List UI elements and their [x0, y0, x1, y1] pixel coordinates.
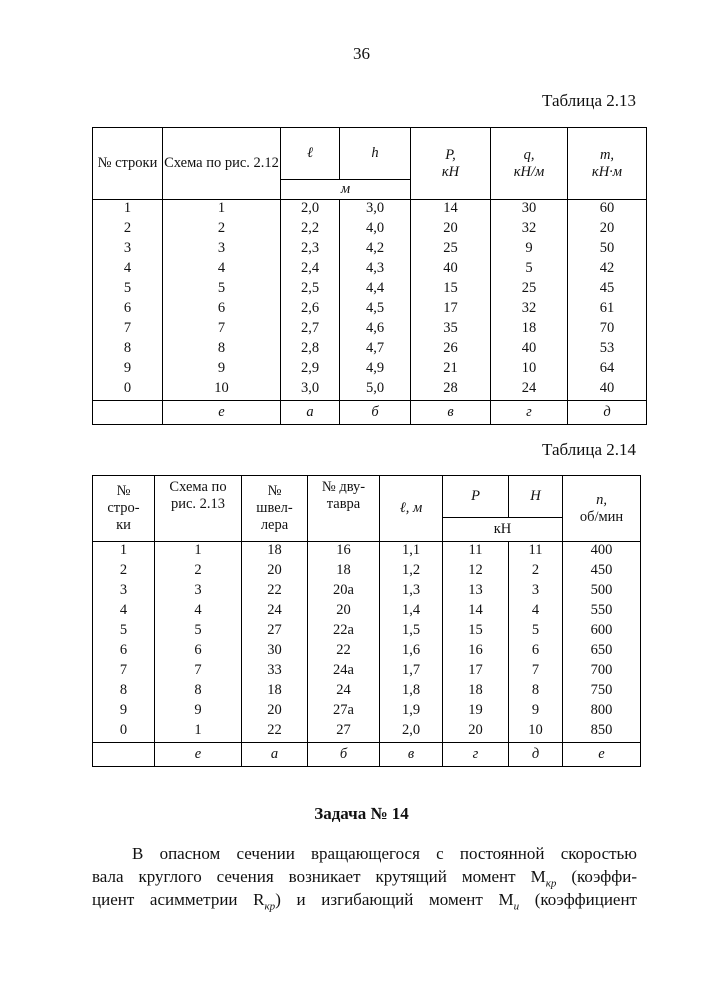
- table-cell: 22: [336, 642, 351, 658]
- footer-cell: б: [308, 743, 380, 767]
- header-row-no-line: №: [116, 483, 131, 500]
- table-cell: 1,1: [401, 542, 421, 558]
- page-number: 36: [353, 44, 370, 63]
- header-scheme: Схема по рис. 2.12: [163, 128, 281, 200]
- table-cell: 30: [267, 642, 282, 658]
- table-cell: 4,6: [365, 320, 385, 336]
- table-cell: 30: [521, 200, 537, 216]
- table-cell: 1: [217, 200, 226, 216]
- table-cell: 2: [119, 562, 128, 578]
- table-cell: 25: [521, 280, 537, 296]
- table-cell: 1,3: [401, 582, 421, 598]
- table-cell: 1: [194, 722, 202, 738]
- header-ibeam-line: № дву-: [321, 479, 366, 495]
- header-scheme: [155, 476, 242, 542]
- task-heading: Задача № 14: [314, 804, 409, 823]
- table-cell: 9: [119, 702, 128, 718]
- table-cell: 4,0: [365, 220, 385, 236]
- header-h: h: [340, 128, 411, 180]
- table-cell: 1,8: [401, 682, 421, 698]
- table-cell: 4: [217, 260, 226, 276]
- table-cell: 24: [336, 682, 351, 698]
- table-cell: 64: [599, 360, 615, 376]
- table-cell: 22а: [333, 622, 354, 638]
- table-cell: 5: [525, 260, 533, 276]
- table-cell: 20: [443, 220, 458, 236]
- table-cell: 32: [521, 220, 537, 236]
- footer-cell: в: [411, 401, 491, 425]
- table-cell: 25: [443, 240, 458, 256]
- table-cell: 1: [123, 200, 132, 216]
- footer-cell: е: [155, 743, 242, 767]
- table-cell: 3: [531, 582, 540, 598]
- table-cell: 1,4: [401, 602, 421, 618]
- paragraph-line: В опасном сечении вращающегося с постоянной скоростью: [132, 844, 637, 863]
- column-l: [380, 542, 443, 743]
- table-cell: 3: [194, 582, 202, 598]
- table-cell: 10: [521, 360, 537, 376]
- header-channel-line: швел-: [256, 500, 293, 517]
- table-cell: 2,8: [300, 340, 320, 356]
- table-cell: 7: [217, 320, 226, 336]
- table-cell: 3: [217, 240, 226, 256]
- header-H: H: [509, 476, 563, 518]
- table-cell: 2: [194, 562, 202, 578]
- table-cell: 28: [443, 380, 458, 396]
- table-cell: 11: [468, 542, 483, 558]
- table-cell: 2,6: [300, 300, 320, 316]
- header-row-no-line: ки: [116, 516, 131, 533]
- table-cell: 26: [443, 340, 458, 356]
- footer-cell: е: [563, 743, 641, 767]
- table-cell: 6: [119, 642, 128, 658]
- header-n-unit: об/мин: [579, 508, 624, 525]
- header-channel: [242, 476, 308, 542]
- table-cell: 600: [590, 622, 613, 638]
- column-l: [281, 200, 340, 401]
- table-cell: 750: [590, 682, 613, 698]
- header-l: ℓ: [281, 128, 340, 180]
- header-channel-line: лера: [260, 516, 289, 533]
- table-cell: 4,9: [365, 360, 385, 376]
- footer-cell: д: [509, 743, 563, 767]
- table-cell: 5: [194, 622, 202, 638]
- table-cell: 1,9: [401, 702, 421, 718]
- table-cell: 4: [531, 602, 540, 618]
- footer-cell: д: [568, 401, 647, 425]
- text-run: вала круглого сечения возникает крутящий момент M: [92, 867, 546, 886]
- table-cell: 3,0: [300, 380, 320, 396]
- header-ibeam: [308, 476, 380, 542]
- table-cell: 3: [119, 582, 128, 598]
- table-cell: 7: [123, 320, 132, 336]
- table-cell: 2,3: [300, 240, 320, 256]
- table-cell: 20: [267, 702, 282, 718]
- text-run: (коэффи-: [556, 867, 637, 886]
- text-run: ) и изгибающий момент M: [275, 890, 514, 909]
- column-row-no: [93, 200, 163, 401]
- table-cell: 53: [599, 340, 615, 356]
- table-cell: 4,2: [365, 240, 385, 256]
- footer-cell: [93, 743, 155, 767]
- column-q: [491, 200, 568, 401]
- header-P: [411, 128, 491, 200]
- header-n-symbol: n,: [596, 491, 607, 508]
- table-cell: 42: [599, 260, 615, 276]
- table-cell: 27: [267, 622, 282, 638]
- table-cell: 22: [267, 582, 282, 598]
- column-n: [563, 542, 641, 743]
- footer-cell: г: [443, 743, 509, 767]
- table-cell: 18: [267, 542, 282, 558]
- table-cell: 12: [468, 562, 483, 578]
- footer-cell: [93, 401, 163, 425]
- table-cell: 40: [599, 380, 615, 396]
- footer-cell: б: [340, 401, 411, 425]
- table-cell: 2,5: [300, 280, 320, 296]
- table-cell: 450: [590, 562, 613, 578]
- footer-cell: в: [380, 743, 443, 767]
- table-cell: 1,2: [401, 562, 421, 578]
- header-P-unit: кН: [441, 163, 460, 180]
- column-scheme: [155, 542, 242, 743]
- table-cell: 15: [443, 280, 458, 296]
- table-2-14: [92, 475, 641, 767]
- header-scheme-line: рис. 2.13: [170, 495, 226, 512]
- header-m-unit: кН·м: [591, 163, 623, 180]
- table-cell: 850: [590, 722, 613, 738]
- column-h: [340, 200, 411, 401]
- header-q-unit: кН/м: [513, 163, 545, 180]
- header-row-no-line: стро-: [107, 500, 140, 517]
- header-unit-m: м: [281, 180, 411, 200]
- table-cell: 1: [194, 542, 202, 558]
- table-cell: 0: [119, 722, 128, 738]
- table-cell: 45: [599, 280, 615, 296]
- table-cell: 19: [468, 702, 483, 718]
- table-cell: 4,7: [365, 340, 385, 356]
- table-cell: 10: [214, 380, 229, 396]
- table-cell: 0: [123, 380, 132, 396]
- table-cell: 20а: [333, 582, 354, 598]
- table-cell: 20: [468, 722, 483, 738]
- table-cell: 500: [590, 582, 613, 598]
- table-cell: 60: [599, 200, 615, 216]
- column-P: [411, 200, 491, 401]
- subscript: и: [513, 900, 520, 913]
- table-cell: 9: [531, 702, 540, 718]
- table-2-13: [92, 127, 647, 425]
- table-cell: 70: [599, 320, 615, 336]
- subscript: кр: [545, 877, 557, 890]
- table-cell: 7: [194, 662, 202, 678]
- table-cell: 2: [531, 562, 540, 578]
- column-P: [443, 542, 509, 743]
- table-cell: 27а: [333, 702, 354, 718]
- table-cell: 2: [123, 220, 132, 236]
- header-m: [568, 128, 647, 200]
- table-cell: 5: [217, 280, 226, 296]
- table-cell: 5,0: [365, 380, 385, 396]
- header-P-symbol: P,: [445, 146, 456, 163]
- table-cell: 7: [531, 662, 540, 678]
- header-row-no: [93, 476, 155, 542]
- subscript: кр: [264, 900, 276, 913]
- table-cell: 40: [443, 260, 458, 276]
- table-cell: 400: [590, 542, 613, 558]
- header-P: P: [443, 476, 509, 518]
- table-cell: 2,0: [401, 722, 421, 738]
- column-row-no: [93, 542, 155, 743]
- column-channel: [242, 542, 308, 743]
- table-cell: 8: [194, 682, 202, 698]
- column-m: [568, 200, 647, 401]
- table-cell: 2,0: [300, 200, 320, 216]
- table-cell: 20: [267, 562, 282, 578]
- table-cell: 20: [336, 602, 351, 618]
- table-cell: 4: [123, 260, 132, 276]
- table-cell: 27: [336, 722, 351, 738]
- table-cell: 2,7: [300, 320, 320, 336]
- table-cell: 35: [443, 320, 458, 336]
- table-cell: 16: [336, 542, 351, 558]
- table-cell: 17: [443, 300, 458, 316]
- table-cell: 20: [599, 220, 615, 236]
- header-m-symbol: m,: [599, 146, 615, 163]
- text-run: циент асимметрии R: [92, 890, 265, 909]
- table-cell: 650: [590, 642, 613, 658]
- table-cell: 14: [443, 200, 458, 216]
- footer-cell: е: [163, 401, 281, 425]
- table-cell: 8: [531, 682, 540, 698]
- table-2-14-caption: Таблица 2.14: [542, 440, 636, 459]
- table-cell: 14: [468, 602, 483, 618]
- table-cell: 5: [123, 280, 132, 296]
- header-l: ℓ, м: [380, 476, 443, 542]
- table-cell: 2: [217, 220, 226, 236]
- table-cell: 1,7: [401, 662, 421, 678]
- table-cell: 18: [468, 682, 483, 698]
- paragraph-line: [92, 889, 637, 917]
- table-2-13-caption: Таблица 2.13: [542, 91, 636, 110]
- table-cell: 2,4: [300, 260, 320, 276]
- table-cell: 3,0: [365, 200, 385, 216]
- table-cell: 18: [336, 562, 351, 578]
- table-cell: 9: [194, 702, 202, 718]
- header-unit-kN: кН: [443, 518, 563, 542]
- table-cell: 9: [525, 240, 533, 256]
- table-cell: 4,4: [365, 280, 385, 296]
- table-cell: 17: [468, 662, 483, 678]
- table-cell: 18: [521, 320, 537, 336]
- table-cell: 3: [123, 240, 132, 256]
- table-cell: 6: [123, 300, 132, 316]
- table-cell: 4: [119, 602, 128, 618]
- table-cell: 8: [119, 682, 128, 698]
- header-channel-line: №: [267, 483, 282, 500]
- header-q: [491, 128, 568, 200]
- table-cell: 33: [267, 662, 282, 678]
- table-cell: 550: [590, 602, 613, 618]
- footer-cell: а: [281, 401, 340, 425]
- column-scheme: [163, 200, 281, 401]
- table-cell: 40: [521, 340, 537, 356]
- table-cell: 5: [531, 622, 540, 638]
- header-scheme-line: Схема по: [169, 479, 227, 495]
- table-cell: 13: [468, 582, 483, 598]
- table-cell: 6: [217, 300, 226, 316]
- table-cell: 16: [468, 642, 483, 658]
- table-cell: 10: [528, 722, 543, 738]
- footer-cell: г: [491, 401, 568, 425]
- table-cell: 24: [521, 380, 537, 396]
- header-row-no: № строки: [93, 128, 163, 200]
- footer-cell: а: [242, 743, 308, 767]
- table-cell: 32: [521, 300, 537, 316]
- table-cell: 4,5: [365, 300, 385, 316]
- table-cell: 5: [119, 622, 128, 638]
- table-cell: 1,6: [401, 642, 421, 658]
- table-cell: 21: [443, 360, 458, 376]
- table-cell: 800: [590, 702, 613, 718]
- table-cell: 4,3: [365, 260, 385, 276]
- table-cell: 8: [217, 340, 226, 356]
- table-cell: 61: [599, 300, 615, 316]
- column-H: [509, 542, 563, 743]
- header-n: [563, 476, 641, 542]
- header-q-symbol: q,: [523, 146, 535, 163]
- table-cell: 11: [528, 542, 543, 558]
- text-run: (коэффициент: [519, 890, 637, 909]
- column-ibeam: [308, 542, 380, 743]
- table-cell: 700: [590, 662, 613, 678]
- table-cell: 24а: [333, 662, 354, 678]
- table-cell: 24: [267, 602, 282, 618]
- table-cell: 9: [217, 360, 226, 376]
- table-cell: 4: [194, 602, 202, 618]
- table-cell: 15: [468, 622, 483, 638]
- table-cell: 50: [599, 240, 615, 256]
- table-cell: 7: [119, 662, 128, 678]
- table-cell: 1: [119, 542, 128, 558]
- table-cell: 6: [531, 642, 540, 658]
- table-cell: 1,5: [401, 622, 421, 638]
- table-cell: 2,9: [300, 360, 320, 376]
- table-cell: 2,2: [300, 220, 320, 236]
- table-cell: 8: [123, 340, 132, 356]
- table-cell: 22: [267, 722, 282, 738]
- table-cell: 9: [123, 360, 132, 376]
- table-cell: 6: [194, 642, 202, 658]
- table-cell: 18: [267, 682, 282, 698]
- header-ibeam-line: тавра: [326, 495, 361, 512]
